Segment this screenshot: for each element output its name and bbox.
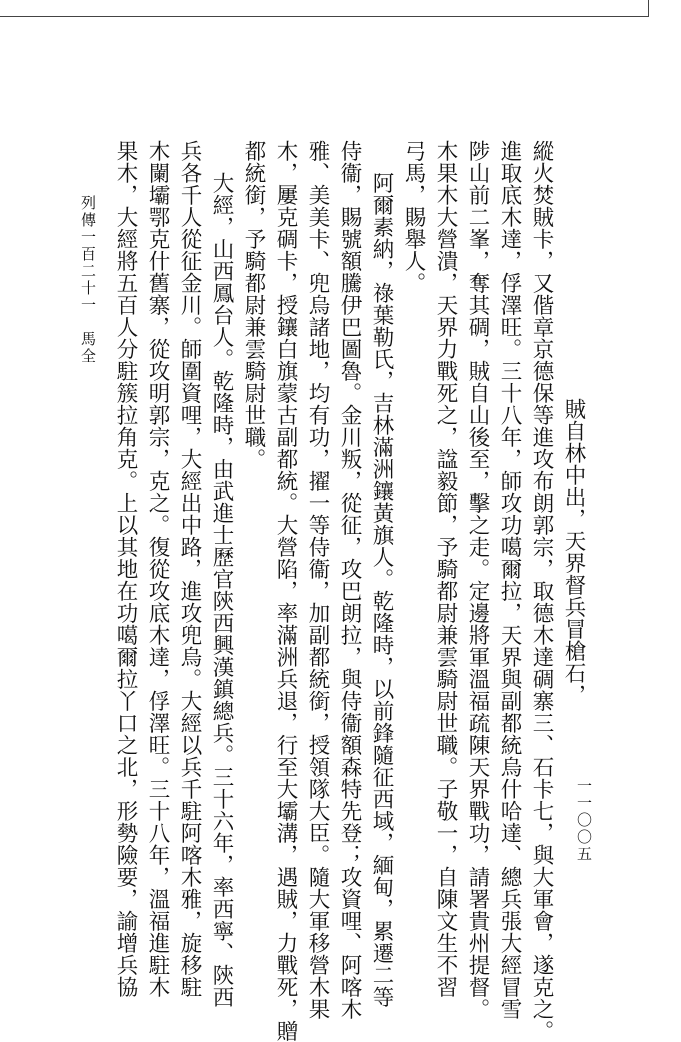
text-column: 進取底木達，俘澤旺。三十八年，師攻功噶爾拉，天界與副都統烏什哈達、總兵張大經冒雪 <box>497 140 522 1020</box>
text-column: 陟山前二峯，奪其碉，賊自山後至，擊之走。定邊將軍溫福疏陳天界戰功，請署貴州提督。 <box>465 140 490 1020</box>
text-column: 木果木大營潰，天界力戰死之，諡毅節，予騎都尉兼雲騎尉世職。子敬一，自陳文生不習 <box>433 140 458 998</box>
top-border-rule <box>0 16 648 17</box>
text-column: 木，屢克碉卡，授鑲白旗蒙古副都統。大營陷，率滿洲兵退，行至大壩溝，遇賊，力戰死，贈 <box>273 140 298 1042</box>
text-column: 都統銜，予騎都尉兼雲騎尉世職。 <box>241 140 266 470</box>
running-header: 列傳一百二十一 馬全 <box>79 195 97 365</box>
page-number: 一一〇〇五 <box>575 778 593 863</box>
text-column: 兵各千人從征金川。師圍資哩，大經出中路，進攻兜烏。大經以兵千駐阿喀木雅，旋移駐 <box>177 140 202 998</box>
corner-border-rule <box>648 0 649 17</box>
text-column: 雅、美美卡、兜烏諸地，均有功，擢一等侍衞，加副都統銜，授領隊大臣。隨大軍移營木果 <box>305 140 330 1020</box>
text-column: 阿爾素納，祿葉勒氏，吉林滿洲鑲黃旗人。乾隆時，以前鋒隨征西域，緬甸，累遷二等 <box>369 172 394 1008</box>
text-column: 賊自林中出，天界督兵冒槍石， <box>561 398 586 706</box>
text-column: 侍衞，賜號額騰伊巴圖魯。金川叛，從征，攻巴朗拉，與侍衞額森特先登；攻資哩、阿喀木 <box>337 140 362 1020</box>
text-column: 弓馬，賜舉人。 <box>401 140 426 294</box>
text-column: 果木，大經將五百人分駐簇拉角克。上以其地在功噶爾拉丫口之北，形勢險要，諭增兵協 <box>113 140 138 998</box>
text-column: 縱火焚賊卡，又偕章京德保等進攻布朗郭宗，取德木達碉寨三、石卡七，與大軍會，遂克之。 <box>529 140 554 1042</box>
text-column: 大經，山西鳳台人。乾隆時，由武進士歷官陝西興漢鎮總兵。三十六年，率西寧、陝西 <box>209 172 234 1008</box>
text-column: 木闌壩鄂克什舊寨，從攻明郭宗，克之。復從攻底木達，俘澤旺。三十八年，溫福進駐木 <box>145 140 170 998</box>
